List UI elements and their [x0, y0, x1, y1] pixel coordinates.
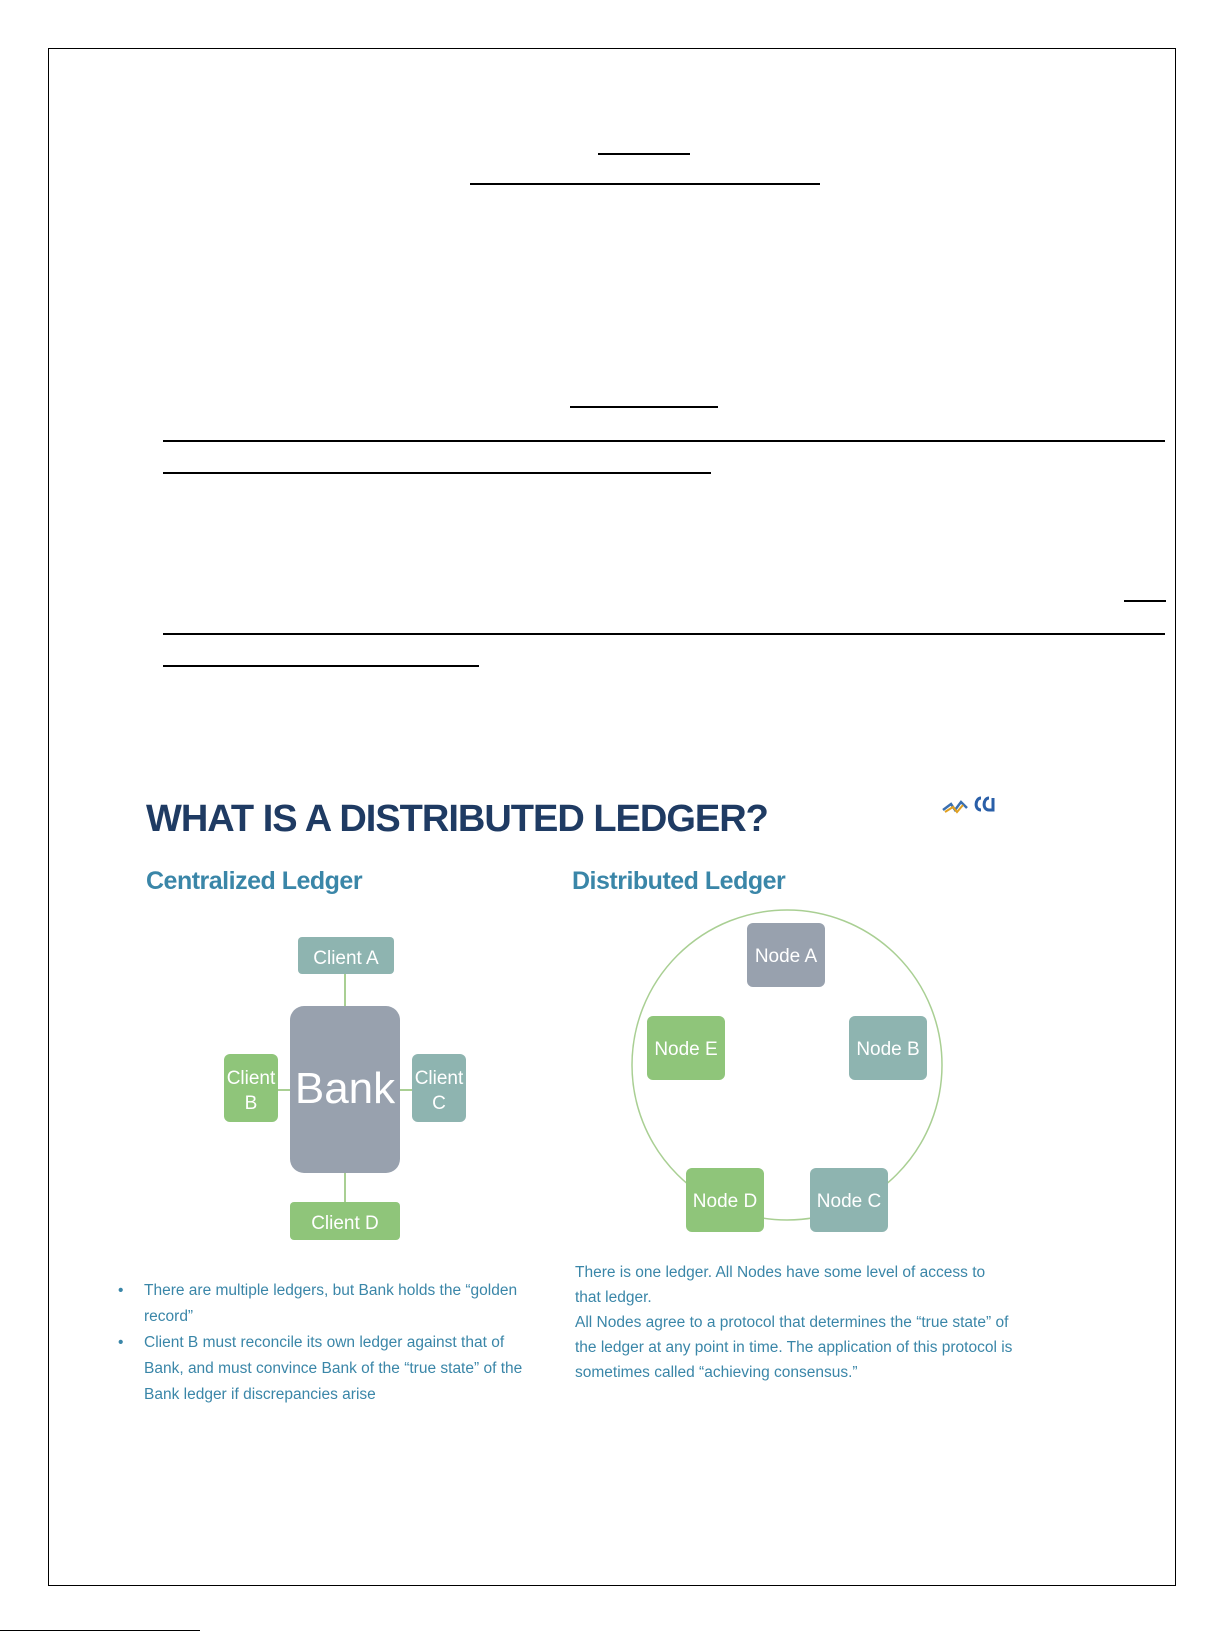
- distributed-paragraph: All Nodes agree to a protocol that determines the “true state” of the ledger at any point in time. The application of this protocol is sometimes called “achieving consensus.”: [575, 1314, 1013, 1381]
- node-c-label: Node C: [816, 1191, 882, 1212]
- client-a-label: Client A: [313, 948, 379, 969]
- bullet-icon: •: [118, 1334, 124, 1351]
- underline-rule: [163, 633, 1165, 635]
- underline-rule: [1124, 600, 1166, 602]
- underline-rule: [570, 406, 718, 408]
- centralized-bullets: [116, 1278, 536, 1408]
- client-c-label-line1: Client: [414, 1068, 464, 1089]
- client-b-node: [224, 1054, 278, 1122]
- client-d-label: Client D: [311, 1213, 379, 1234]
- node-a-label: Node A: [754, 946, 818, 967]
- client-a-node: [298, 937, 394, 974]
- centralized-ledger-heading: Centralized Ledger: [146, 867, 363, 895]
- client-c-label-line2: C: [432, 1093, 446, 1114]
- node-c: [810, 1168, 888, 1232]
- node-e-label: Node E: [654, 1039, 718, 1060]
- slide-title: WHAT IS A DISTRIBUTED LEDGER?: [146, 798, 768, 840]
- node-d: [686, 1168, 764, 1232]
- node-b: [849, 1016, 927, 1080]
- distributed-ledger-slide: [116, 770, 1036, 1410]
- footnote-rule: [0, 1630, 200, 1631]
- underline-rule: [598, 153, 690, 155]
- client-d-node: [290, 1202, 400, 1240]
- bullet-item: [116, 1278, 536, 1330]
- node-e: [647, 1016, 725, 1080]
- node-d-label: Node D: [692, 1191, 758, 1212]
- client-c-node: [412, 1054, 466, 1122]
- bullet-item: [116, 1330, 536, 1408]
- underline-rule: [163, 440, 1165, 442]
- distributed-description: [575, 1260, 1015, 1385]
- node-b-label: Node B: [856, 1039, 920, 1060]
- bank-node: [290, 1006, 400, 1173]
- bullet-text: There are multiple ledgers, but Bank holds the “golden record”: [144, 1282, 518, 1325]
- bullet-icon: •: [118, 1282, 124, 1299]
- bank-label: Bank: [294, 1064, 396, 1113]
- underline-rule: [163, 472, 711, 474]
- distributed-paragraph: There is one ledger. All Nodes have some level of access to that ledger.: [575, 1264, 986, 1306]
- bullet-text: Client B must reconcile its own ledger against that of Bank, and must convince Bank of the “true state” of the Bank ledger if discrepancies arise: [144, 1334, 523, 1403]
- underline-rule: [163, 665, 479, 667]
- node-a: [747, 923, 825, 987]
- client-b-label-line2: B: [244, 1093, 258, 1114]
- distributed-ledger-heading: Distributed Ledger: [572, 867, 786, 895]
- client-b-label-line1: Client: [226, 1068, 276, 1089]
- underline-rule: [470, 183, 820, 185]
